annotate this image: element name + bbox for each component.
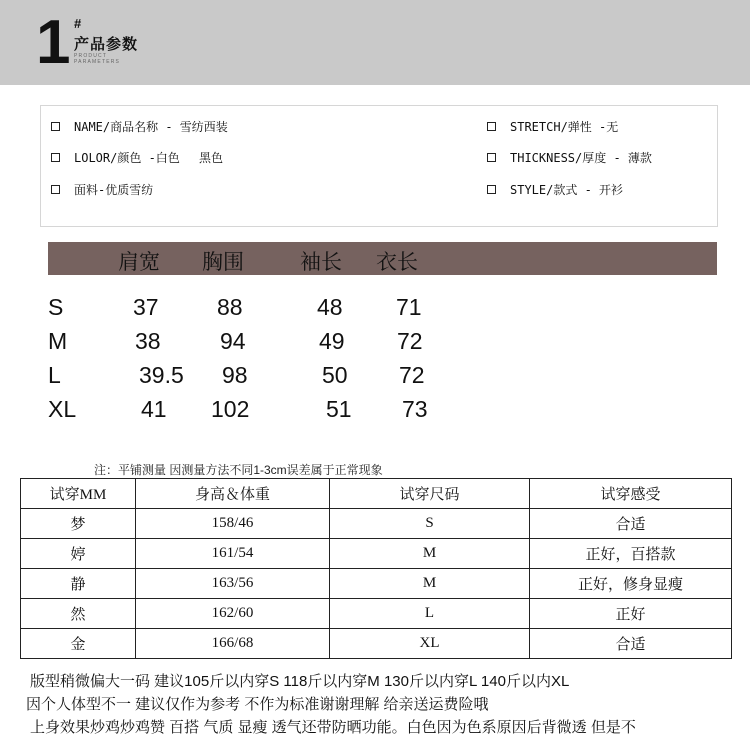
size-length: 73: [402, 396, 428, 422]
table-row: [21, 629, 732, 659]
size-shoulder: 41: [141, 396, 167, 422]
try-feeling: 合适: [530, 629, 732, 659]
try-height-weight: 163/56: [136, 569, 330, 599]
checkbox-icon: [487, 153, 496, 162]
try-model: 婷: [21, 539, 136, 569]
header-shoulder: 肩宽: [118, 251, 160, 274]
param-fabric: [51, 181, 153, 198]
measurement-note: 注：平铺测量 因测量方法不同1-3cm误差属于正常现象: [94, 463, 383, 477]
param-color-text: LOLOR/颜色 -白色 黑色: [74, 151, 224, 165]
checkbox-icon: [487, 122, 496, 131]
try-model: 金: [21, 629, 136, 659]
param-stretch-text: STRETCH/弹性 -无: [510, 120, 619, 134]
try-size: L: [330, 599, 530, 629]
param-name: [51, 118, 228, 135]
size-chest: 102: [211, 396, 250, 422]
param-name-text: NAME/商品名称 - 雪纺西装: [74, 120, 228, 134]
size-chest: 94: [220, 328, 246, 354]
size-label: M: [48, 328, 68, 354]
size-length: 71: [396, 294, 422, 320]
size-sleeve: 49: [319, 328, 345, 354]
size-length: 72: [397, 328, 423, 354]
size-sleeve: 48: [317, 294, 343, 320]
param-fabric-text: 面料-优质雪纺: [74, 183, 154, 197]
size-label: S: [48, 294, 64, 320]
size-length: 72: [399, 362, 425, 388]
try-header-size: 试穿尺码: [330, 479, 530, 509]
param-thickness-text: THICKNESS/厚度 - 薄款: [510, 151, 652, 165]
size-row: [0, 362, 750, 396]
header-banner: [0, 0, 750, 85]
table-row: [21, 569, 732, 599]
size-shoulder: 39.5: [139, 362, 184, 388]
try-feeling: 合适: [530, 509, 732, 539]
try-height-weight: 166/68: [136, 629, 330, 659]
size-chest: 98: [222, 362, 248, 388]
header-length: 衣长: [376, 251, 418, 274]
size-label: L: [48, 362, 61, 388]
checkbox-icon: [51, 185, 60, 194]
try-on-table: [20, 478, 732, 659]
try-model: 梦: [21, 509, 136, 539]
try-feeling: 正好: [530, 599, 732, 629]
try-model: 然: [21, 599, 136, 629]
param-thickness: [487, 149, 652, 166]
try-header-model: 试穿MM: [21, 479, 136, 509]
try-table-header-row: [21, 479, 732, 509]
section-number: 1: [36, 8, 71, 77]
size-table-header: [48, 242, 717, 275]
params-box: [40, 105, 718, 227]
try-model: 静: [21, 569, 136, 599]
footer-line-3: 上身效果炒鸡炒鸡赞 百搭 气质 显瘦 透气还带防晒功能。白色因为色系原因后背微透 但是不: [30, 719, 636, 736]
try-feeling: 正好，百搭款: [530, 539, 732, 569]
checkbox-icon: [487, 185, 496, 194]
header-sleeve: 袖长: [300, 251, 342, 274]
try-header-height-weight: 身高＆体重: [136, 479, 330, 509]
try-height-weight: 158/46: [136, 509, 330, 539]
table-row: [21, 539, 732, 569]
try-height-weight: 162/60: [136, 599, 330, 629]
table-row: [21, 599, 732, 629]
param-style: [487, 181, 623, 198]
size-sleeve: 51: [326, 396, 352, 422]
size-row: [0, 294, 750, 328]
param-style-text: STYLE/款式 - 开衫: [510, 183, 624, 197]
size-label: XL: [48, 396, 77, 422]
footer-line-1: 版型稍微偏大一码 建议105斤以内穿S 118斤以内穿M 130斤以内穿L 140斤以内XL: [30, 673, 570, 690]
section-title: 产品参数: [74, 36, 139, 53]
section-hash: #: [74, 16, 82, 31]
size-shoulder: 38: [135, 328, 161, 354]
try-size: M: [330, 569, 530, 599]
size-row: [0, 396, 750, 430]
try-feeling: 正好，修身显瘦: [530, 569, 732, 599]
try-size: S: [330, 509, 530, 539]
try-size: M: [330, 539, 530, 569]
checkbox-icon: [51, 122, 60, 131]
try-header-feeling: 试穿感受: [530, 479, 732, 509]
checkbox-icon: [51, 153, 60, 162]
try-size: XL: [330, 629, 530, 659]
param-stretch: [487, 118, 618, 135]
size-chest: 88: [217, 294, 243, 320]
size-shoulder: 37: [133, 294, 159, 320]
section-subtitle: PRODUCT PARAMETERS: [74, 53, 121, 65]
footer-line-2: 因个人体型不一 建议仅作为参考 不作为标准谢谢理解 给亲送运费险哦: [26, 696, 489, 713]
param-color: [51, 149, 223, 166]
size-sleeve: 50: [322, 362, 348, 388]
table-row: [21, 509, 732, 539]
header-chest: 胸围: [202, 251, 244, 274]
try-height-weight: 161/54: [136, 539, 330, 569]
size-row: [0, 328, 750, 362]
